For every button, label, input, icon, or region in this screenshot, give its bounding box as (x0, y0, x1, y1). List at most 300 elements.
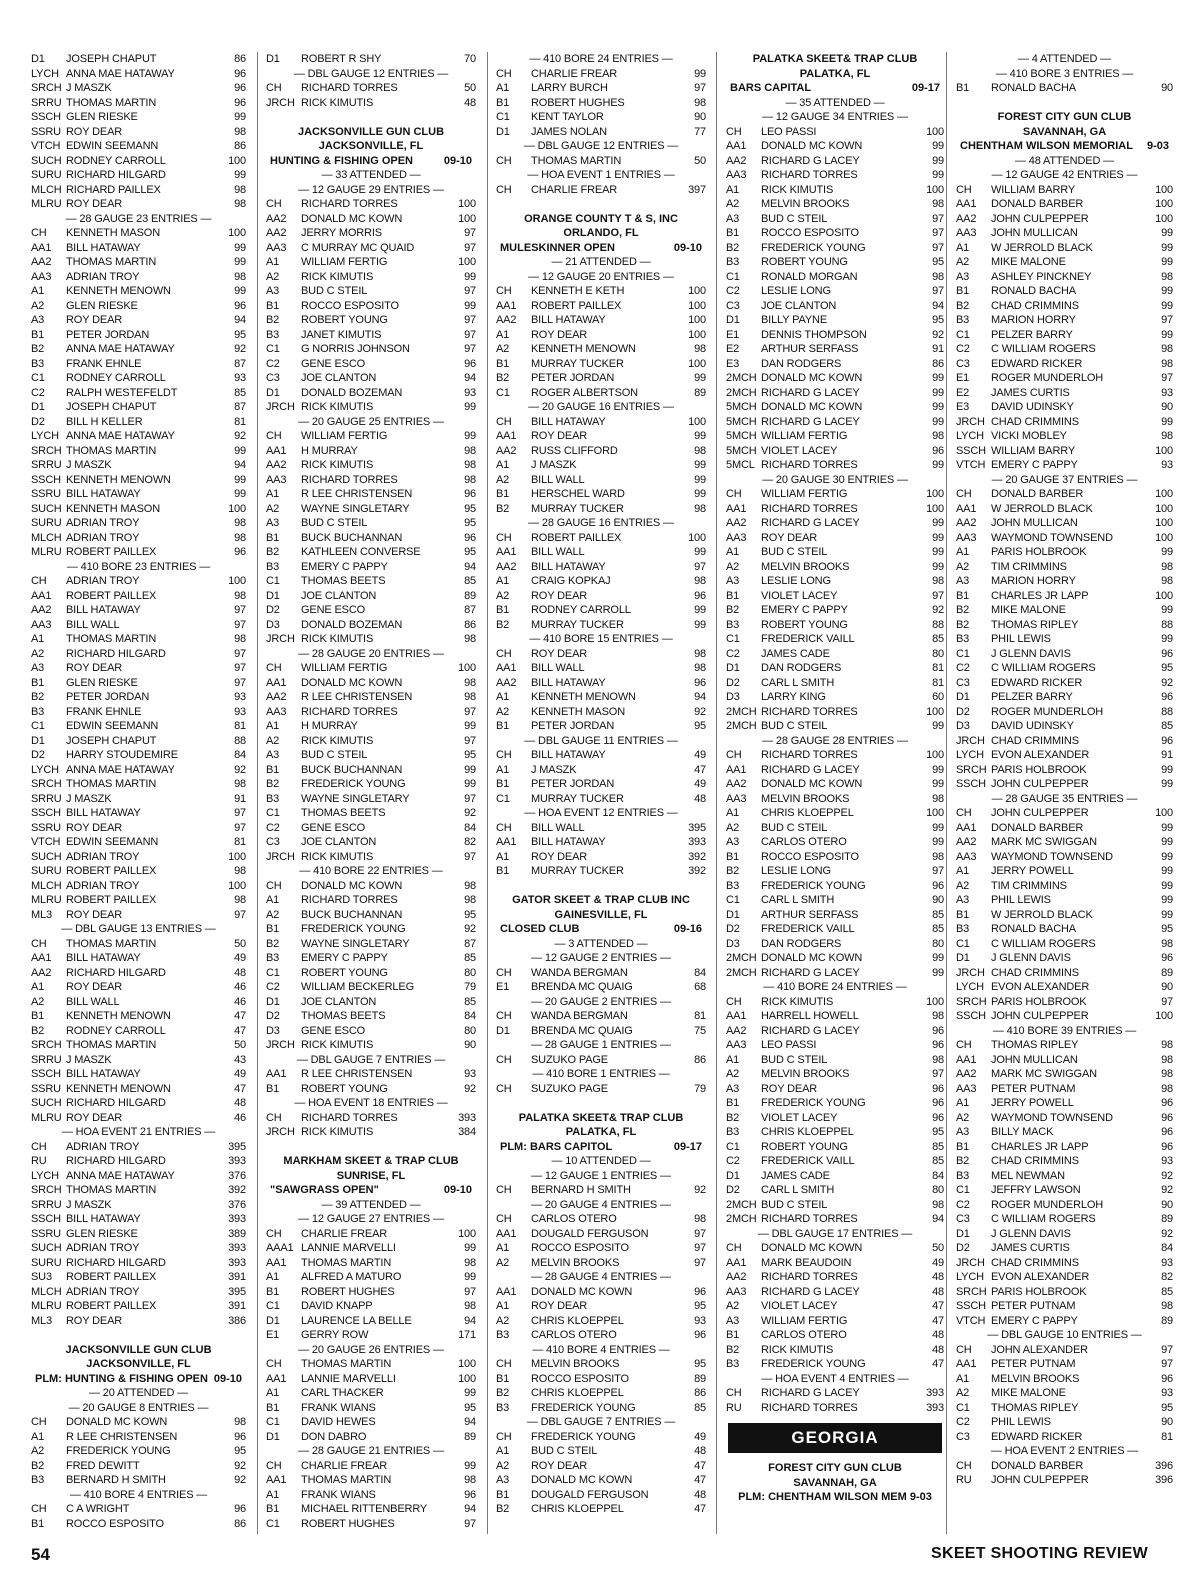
state-banner: GEORGIA (728, 1423, 942, 1453)
shoot-date: 09-16 (673, 923, 702, 935)
score: 98 (464, 879, 476, 892)
club-header: JACKSONVILLE GUN CLUB (297, 125, 445, 138)
class-code: D1 (726, 908, 740, 921)
shooter-name: DONALD MC KOWN (761, 952, 863, 964)
result-row (956, 1357, 1173, 1372)
shooter-name: CHARLIE FREAR (301, 1227, 388, 1240)
class-code: CH (266, 1227, 282, 1240)
shooter-name: THOMAS RIPLEY (991, 1039, 1079, 1051)
result-row (31, 603, 246, 618)
class-code: B1 (726, 589, 740, 602)
score: 93 (234, 372, 246, 384)
class-code: A2 (496, 589, 510, 602)
result-row (496, 1459, 706, 1474)
shooter-name: THOMAS BEETS (301, 1010, 386, 1022)
result-row (266, 1386, 476, 1401)
shooter-name: RICK KIMUTIS (301, 459, 374, 471)
class-code: AA1 (266, 676, 287, 689)
score: 92 (234, 343, 246, 355)
result-row (266, 966, 476, 981)
score: 47 (694, 1503, 706, 1515)
score: 80 (932, 937, 944, 950)
score: 171 (458, 1329, 476, 1341)
class-code: SSCH (31, 1068, 61, 1080)
score: 97 (234, 676, 246, 689)
shooter-name: KENNETH MENOWN (66, 285, 171, 297)
shooter-name: PETER JORDAN (531, 720, 615, 732)
score: 48 (234, 966, 246, 979)
score: 97 (932, 285, 944, 297)
class-code: D2 (726, 1184, 740, 1196)
shooter-name: RICHARD HILGARD (66, 647, 166, 660)
shooter-name: FRANK EHNLE (66, 357, 142, 370)
result-row (726, 1154, 944, 1169)
result-row (496, 328, 706, 343)
class-code: AA1 (726, 502, 747, 515)
class-code: A2 (31, 1445, 45, 1457)
result-row (496, 473, 706, 488)
shooter-name: JOSEPH CHAPUT (66, 734, 157, 747)
shooter-name: BUD C STEIL (761, 1053, 828, 1066)
shooter-name: ROGER MUNDERLOH (991, 1198, 1104, 1211)
event-header: — 35 ATTENDED — (785, 96, 885, 109)
class-code: B1 (956, 589, 970, 602)
result-row (496, 1241, 706, 1256)
class-code: A2 (496, 1459, 510, 1472)
score: 96 (932, 879, 944, 892)
score: 48 (694, 792, 706, 805)
class-code: A3 (726, 575, 740, 587)
score: 98 (464, 1474, 476, 1486)
result-row (266, 676, 476, 691)
class-code: CH (31, 1503, 47, 1515)
score: 393 (228, 1155, 246, 1167)
result-row (31, 1256, 246, 1271)
result-row (31, 487, 246, 502)
score: 100 (926, 488, 944, 500)
result-row (31, 647, 246, 662)
score: 96 (1161, 1372, 1173, 1385)
class-code: D1 (266, 386, 280, 399)
shooter-name: DONALD MC KOWN (761, 401, 863, 413)
result-row (31, 1169, 246, 1184)
score: 96 (234, 546, 246, 558)
event-header: — 28 GAUGE 21 ENTRIES — (298, 1445, 444, 1457)
class-code: AA3 (31, 618, 52, 631)
score: 100 (228, 575, 246, 587)
shooter-name: RICHARD HILGARD (66, 1097, 166, 1109)
result-row (31, 806, 246, 821)
score: 87 (234, 401, 246, 413)
result-row (31, 1067, 246, 1082)
result-row (496, 719, 706, 734)
shooter-name: PETER PUTNAM (991, 1300, 1076, 1312)
result-row (956, 864, 1173, 879)
result-row (726, 415, 944, 430)
shooter-name: JOHN MULLICAN (991, 227, 1078, 239)
class-code: AA1 (496, 299, 517, 312)
class-code: B3 (31, 357, 45, 370)
result-row (496, 1430, 706, 1445)
result-row (266, 893, 476, 908)
shooter-name: R LEE CHRISTENSEN (301, 1068, 413, 1080)
shooter-name: HARRELL HOWELL (761, 1010, 859, 1022)
score: 98 (694, 343, 706, 355)
result-row (956, 255, 1173, 270)
score: 99 (464, 270, 476, 283)
class-code: C1 (496, 792, 510, 805)
class-code: A3 (726, 1314, 740, 1327)
result-row (726, 531, 944, 546)
shooter-name: ROBERT PAILLEX (531, 299, 622, 312)
shooter-name: PETER PUTNAM (991, 1082, 1076, 1095)
class-code: B1 (726, 1097, 740, 1109)
class-code: AA1 (31, 589, 52, 602)
result-row (31, 429, 246, 444)
result-row (956, 618, 1173, 633)
shooter-name: JOHN CULPEPPER (991, 212, 1089, 225)
score: 100 (458, 256, 476, 268)
shooter-name: RICHARD HILGARD (66, 1256, 166, 1269)
shooter-name: ANNA MAE HATAWAY (66, 763, 175, 776)
result-row (266, 574, 476, 589)
result-row (266, 400, 476, 415)
score: 49 (694, 749, 706, 761)
class-code: AA1 (726, 1256, 747, 1269)
result-row (496, 415, 706, 430)
class-code: CH (266, 879, 282, 892)
result-row (726, 1357, 944, 1372)
result-row (956, 676, 1173, 691)
result-row (956, 951, 1173, 966)
class-code: B2 (726, 241, 740, 254)
shooter-name: THOMAS MARTIN (66, 778, 157, 790)
shooter-name: ROGER MUNDERLOH (991, 372, 1104, 384)
result-row (496, 1053, 706, 1068)
result-row (31, 1285, 246, 1300)
score: 96 (234, 1430, 246, 1443)
class-code: AA1 (956, 502, 977, 515)
result-row (726, 995, 944, 1010)
score: 96 (234, 82, 246, 94)
shooter-name: BUD C STEIL (761, 212, 828, 225)
shooter-name: LEO PASSI (761, 1039, 817, 1051)
class-code: CH (31, 1140, 47, 1153)
class-code: D2 (31, 415, 45, 428)
score: 100 (458, 1358, 476, 1370)
class-code: SSRU (31, 1082, 61, 1095)
event-header: — 20 GAUGE 37 ENTRIES — (991, 473, 1138, 486)
class-code: A1 (956, 865, 970, 877)
score: 98 (1161, 270, 1173, 283)
publication-name: SKEET SHOOTING REVIEW (931, 1545, 1148, 1562)
result-row (266, 342, 476, 357)
class-code: A3 (266, 285, 280, 297)
result-row (496, 821, 706, 836)
result-row (956, 980, 1173, 995)
result-row (266, 444, 476, 459)
score: 94 (464, 1314, 476, 1327)
score: 93 (1161, 1387, 1173, 1399)
class-code: A1 (266, 1271, 280, 1283)
club-header: PALATKA SKEET& TRAP CLUB (518, 1111, 684, 1124)
class-code: SRCH (956, 763, 987, 776)
shoot-name: HUNTING & FISHING OPEN (270, 154, 414, 167)
score: 100 (926, 749, 944, 761)
column-divider (716, 52, 717, 1534)
class-code: C3 (956, 1430, 970, 1443)
score: 100 (688, 285, 706, 297)
shooter-name: MELVIN BROOKS (761, 1068, 850, 1080)
score: 97 (234, 647, 246, 660)
result-row (266, 1256, 476, 1271)
result-row (31, 168, 246, 183)
shooter-name: RICHARD TORRES (301, 1111, 398, 1124)
result-row (31, 197, 246, 212)
result-row (726, 1328, 944, 1343)
score: 99 (932, 386, 944, 399)
result-row (266, 763, 476, 778)
score: 88 (1161, 705, 1173, 718)
class-code: B3 (496, 1401, 510, 1414)
class-code: D1 (496, 125, 510, 138)
result-row (956, 835, 1173, 850)
score: 92 (1161, 676, 1173, 689)
class-code: A2 (726, 198, 740, 210)
score: 50 (464, 82, 476, 94)
class-code: 5MCH (726, 444, 757, 457)
class-code: CH (496, 154, 512, 167)
class-code: MLRU (31, 546, 62, 558)
shooter-name: RICK KIMUTIS (301, 850, 374, 863)
score: 98 (694, 96, 706, 109)
shooter-name: FREDERICK YOUNG (301, 778, 406, 790)
event-header: — 20 GAUGE 2 ENTRIES — (531, 995, 671, 1008)
score: 89 (464, 1430, 476, 1443)
class-code: D3 (726, 937, 740, 950)
score: 92 (464, 807, 476, 819)
event-header: — DBL GAUGE 12 ENTRIES — (293, 67, 449, 80)
score: 88 (1161, 618, 1173, 631)
score: 99 (694, 488, 706, 500)
shooter-name: ROY DEAR (531, 647, 588, 660)
class-code: B1 (31, 676, 45, 689)
score: 98 (932, 270, 944, 283)
shoot-date: 09-10 (213, 1372, 242, 1385)
result-row (496, 763, 706, 778)
score: 95 (464, 1401, 476, 1414)
result-row (266, 516, 476, 531)
result-row (266, 1227, 476, 1242)
score: 392 (228, 1184, 246, 1196)
class-code: E1 (726, 328, 740, 341)
score: 96 (694, 1329, 706, 1341)
result-row (31, 52, 246, 67)
result-row (266, 1009, 476, 1024)
result-row (496, 647, 706, 662)
shoot-title (496, 241, 706, 256)
class-code: AA1 (496, 546, 517, 558)
event-header: — 10 ATTENDED — (551, 1155, 651, 1167)
result-row (31, 241, 246, 256)
result-row (956, 1183, 1173, 1198)
class-code: SRCH (31, 1184, 62, 1196)
result-row (956, 1386, 1173, 1401)
class-code: JRCH (266, 850, 295, 863)
shooter-name: RICHARD G LACEY (761, 415, 860, 428)
result-row (31, 226, 246, 241)
result-row (956, 1140, 1173, 1155)
result-row (31, 1227, 246, 1242)
shooter-name: MURRAY TUCKER (531, 357, 624, 370)
shooter-name: GERRY ROW (301, 1329, 369, 1341)
event-header: — 28 GAUGE 35 ENTRIES — (991, 792, 1138, 805)
result-row (496, 487, 706, 502)
event-header: — 410 BORE 3 ENTRIES — (995, 67, 1134, 80)
score: 97 (464, 792, 476, 805)
shooter-name: MURRAY TUCKER (531, 618, 624, 631)
result-row (726, 705, 944, 720)
class-code: CH (726, 995, 742, 1008)
shooter-name: FREDERICK YOUNG (66, 1445, 171, 1457)
shooter-name: ALFRED A MATURO (301, 1271, 402, 1283)
shooter-name: DOUGALD FERGUSON (531, 1227, 649, 1240)
shooter-name: PETER JORDAN (66, 691, 150, 703)
result-row (956, 183, 1173, 198)
shooter-name: CHRIS KLOEPPEL (531, 1314, 624, 1327)
score: 99 (932, 415, 944, 428)
class-code: SSCH (956, 444, 986, 457)
shooter-name: BILL WALL (66, 995, 120, 1008)
score: 98 (694, 502, 706, 515)
score: 100 (926, 183, 944, 196)
score: 98 (1161, 343, 1173, 355)
shooter-name: MEL NEWMAN (991, 1169, 1065, 1182)
score: 100 (1155, 488, 1173, 500)
result-row (956, 879, 1173, 894)
class-code: LYCH (31, 430, 59, 442)
result-row (31, 574, 246, 589)
score: 80 (932, 1184, 944, 1196)
score: 98 (234, 778, 246, 790)
shooter-name: BILL HATAWAY (66, 241, 141, 254)
score: 98 (464, 1300, 476, 1312)
result-row (956, 1227, 1173, 1242)
score: 93 (464, 386, 476, 399)
shooter-name: FREDERICK YOUNG (761, 879, 866, 892)
class-code: B1 (496, 488, 510, 500)
score: 97 (694, 1256, 706, 1269)
score: 99 (464, 1242, 476, 1254)
class-code: C3 (956, 1213, 970, 1225)
class-code: D1 (266, 1430, 280, 1443)
shooter-name: FRED DEWITT (66, 1459, 140, 1472)
result-row (31, 980, 246, 995)
result-row (956, 690, 1173, 705)
result-row (496, 1488, 706, 1503)
score: 98 (694, 444, 706, 457)
class-code: A2 (956, 1111, 970, 1124)
score: 93 (1161, 1155, 1173, 1167)
shoot-date: 09-17 (911, 82, 940, 94)
shooter-name: THOMAS BEETS (301, 807, 386, 819)
class-code: SRRU (31, 459, 62, 471)
result-row (266, 1473, 476, 1488)
score: 47 (694, 763, 706, 776)
class-code: B2 (31, 1459, 45, 1472)
section-spacer (496, 879, 706, 894)
class-code: LYCH (956, 1271, 984, 1283)
result-row (31, 270, 246, 285)
class-code: AA3 (31, 270, 52, 283)
class-code: B1 (956, 285, 970, 297)
result-row (31, 1299, 246, 1314)
score: 98 (932, 1198, 944, 1211)
score: 100 (1155, 198, 1173, 210)
class-code: RU (31, 1155, 47, 1167)
score: 99 (1161, 879, 1173, 892)
result-row (266, 328, 476, 343)
event-header: — DBL GAUGE 10 ENTRIES — (987, 1329, 1142, 1341)
shooter-name: WILLIAM FERTIG (301, 430, 388, 442)
shooter-name: VIOLET LACEY (761, 1300, 838, 1312)
score: 99 (694, 604, 706, 616)
shooter-name: ROY DEAR (66, 314, 123, 326)
shooter-name: ROY DEAR (66, 1111, 123, 1124)
score: 49 (932, 1256, 944, 1269)
result-row (31, 154, 246, 169)
class-code: JRCH (956, 966, 985, 979)
class-code: B1 (31, 1010, 45, 1022)
result-row (496, 357, 706, 372)
shooter-name: LESLIE LONG (761, 575, 831, 587)
shooter-name: ANNA MAE HATAWAY (66, 67, 175, 80)
shooter-name: H MURRAY (301, 444, 358, 457)
score: 97 (464, 343, 476, 355)
score: 98 (464, 676, 476, 689)
class-code: B3 (726, 1358, 740, 1370)
shooter-name: RICHARD G LACEY (761, 966, 860, 979)
shooter-name: MIKE MALONE (991, 604, 1066, 616)
shooter-name: ADRIAN TROY (66, 1242, 140, 1254)
club-header: PALATKA, FL (799, 67, 871, 80)
result-row (31, 125, 246, 140)
score: 100 (1155, 531, 1173, 544)
score: 48 (694, 1488, 706, 1501)
class-code: MLCH (31, 183, 62, 196)
result-row (956, 705, 1173, 720)
result-row (31, 937, 246, 952)
shooter-name: BILLY MACK (991, 1126, 1054, 1138)
score: 86 (464, 618, 476, 631)
class-code: C2 (266, 357, 280, 370)
column-divider (257, 52, 258, 1534)
score: 49 (234, 952, 246, 964)
class-code: CH (956, 1039, 972, 1051)
result-row (31, 284, 246, 299)
class-code: B1 (266, 1401, 280, 1414)
shooter-name: J MASZK (531, 763, 577, 776)
result-row (31, 705, 246, 720)
score: 96 (1161, 1140, 1173, 1153)
result-row (266, 226, 476, 241)
score: 100 (228, 879, 246, 892)
result-row (496, 777, 706, 792)
shooter-name: RICHARD TORRES (301, 894, 398, 906)
shooter-name: MELVIN BROOKS (761, 792, 850, 805)
class-code: A3 (726, 1082, 740, 1095)
result-row (496, 458, 706, 473)
